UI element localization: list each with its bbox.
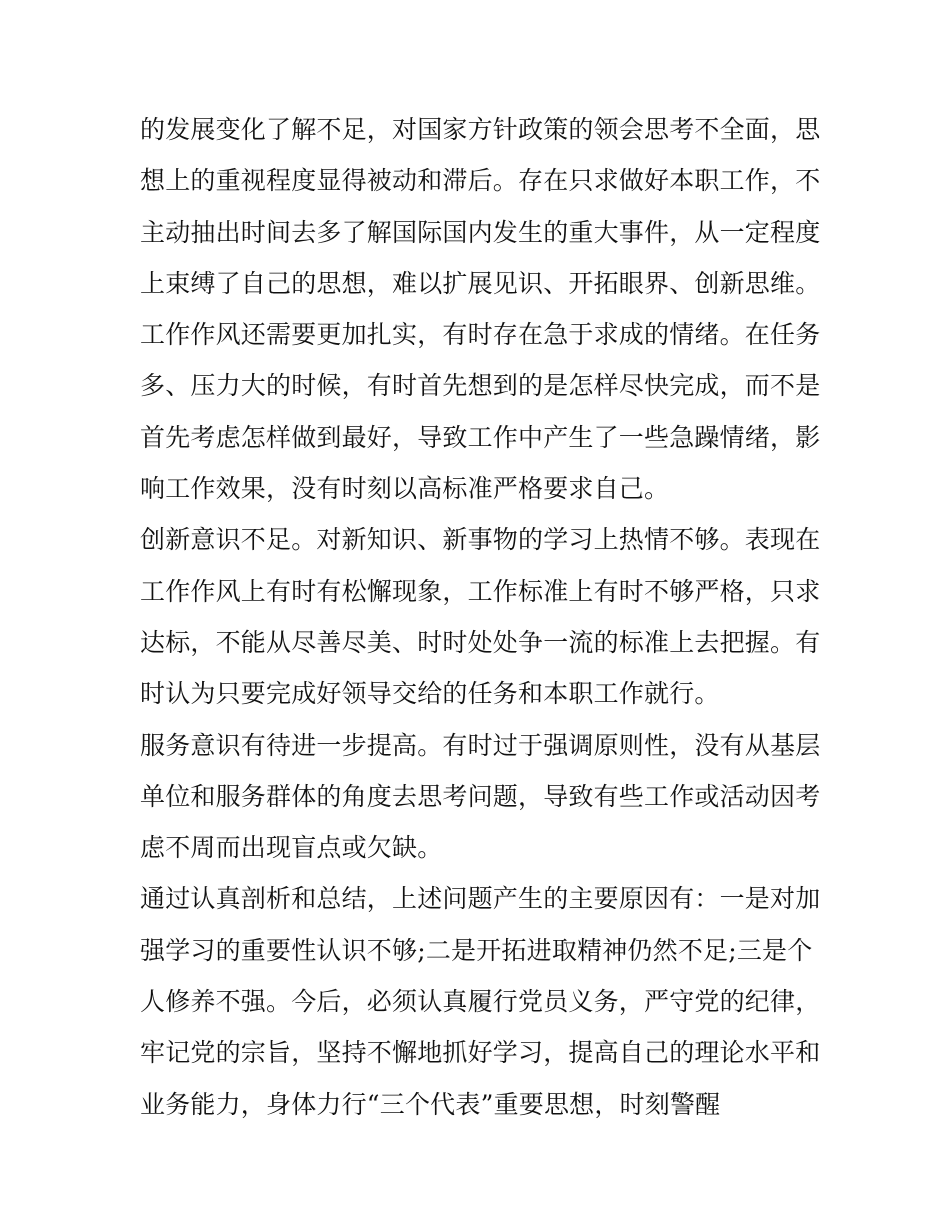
text-line: 服务意识有待进一步提高。有时过于强调原则性，没有从基层 [140, 730, 821, 760]
text-line: 强学习的重要性认识不够;二是开拓进取精神仍然不足;三是个 [140, 935, 813, 965]
text-line: 上束缚了自己的思想，难以扩展见识、开拓眼界、创新思维。 [140, 268, 821, 298]
text-line: 人修养不强。今后，必须认真履行党员义务，严守党的纪律， [140, 987, 821, 1017]
text-line: 首先考虑怎样做到最好，导致工作中产生了一些急躁情绪，影 [140, 422, 821, 452]
text-line: 达标，不能从尽善尽美、时时处处争一流的标准上去把握。有 [140, 627, 821, 657]
text-line: 虑不周而出现盲点或欠缺。 [140, 833, 443, 863]
text-line: 响工作效果，没有时刻以高标准严格要求自己。 [140, 474, 670, 504]
document-body [140, 104, 820, 1130]
text-line: 工作作风还需要更加扎实，有时存在急于求成的情绪。在任务 [140, 320, 821, 350]
text-line: 时认为只要完成好领导交给的任务和本职工作就行。 [140, 679, 720, 709]
text-line: 通过认真剖析和总结，上述问题产生的主要原因有：一是对加 [140, 884, 821, 914]
text-line: 多、压力大的时候，有时首先想到的是怎样尽快完成，而不是 [140, 371, 821, 401]
text-line: 牢记党的宗旨，坚持不懈地抓好学习，提高自己的理论水平和 [140, 1038, 821, 1068]
text-line: 主动抽出时间去多了解国际国内发生的重大事件，从一定程度 [140, 217, 821, 247]
text-line: 想上的重视程度显得被动和滞后。存在只求做好本职工作，不 [140, 166, 821, 196]
text-line: 的发展变化了解不足，对国家方针政策的领会思考不全面，思 [140, 115, 821, 144]
text-line: 工作作风上有时有松懈现象，工作标准上有时不够严格，只求 [140, 576, 821, 606]
text-line: 业务能力，身体力行“三个代表”重要思想，时刻警醒 [140, 1089, 721, 1119]
text-line: 单位和服务群体的角度去思考问题，导致有些工作或活动因考 [140, 781, 821, 811]
text-line: 创新意识不足。对新知识、新事物的学习上热情不够。表现在 [140, 525, 821, 555]
